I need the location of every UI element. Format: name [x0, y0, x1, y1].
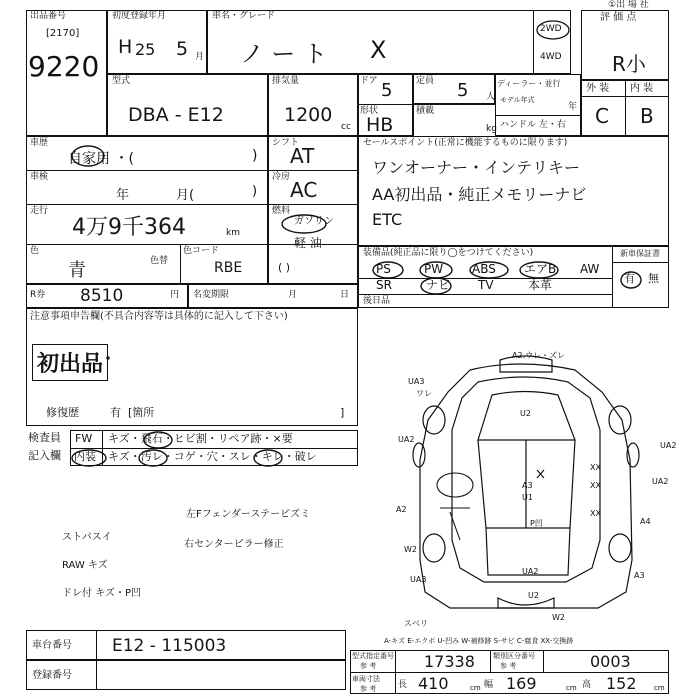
- guarantee-line: [612, 262, 669, 263]
- shape-label: 形状: [360, 106, 379, 116]
- diagram-mark: ワレ: [416, 389, 432, 398]
- int-value: B: [640, 104, 654, 128]
- color-code-label: 色コード: [183, 246, 220, 256]
- diagram-mark: UA2: [522, 567, 539, 576]
- diagram-mark: W2: [404, 545, 417, 554]
- diagram-mark: A3: [522, 481, 533, 490]
- equip-line-2: [358, 294, 612, 295]
- fuel-light: 軽 油: [294, 236, 322, 250]
- equip-sr: SR: [376, 278, 392, 292]
- shift-value: AT: [290, 144, 315, 168]
- reg-no-label: 登録番号: [32, 670, 72, 681]
- front-bumper: [500, 356, 552, 372]
- shift-label: シフト: [272, 138, 300, 148]
- color-label: 色: [30, 246, 40, 256]
- ext-label: 外 装: [586, 83, 610, 94]
- class-label: 類別区分番号: [493, 652, 535, 660]
- disp-unit: cc: [341, 122, 351, 132]
- color-code-value: RBE: [214, 260, 243, 276]
- model-value: DBA - E12: [128, 104, 224, 126]
- mirror-l: [413, 443, 425, 467]
- disp-label: 排気量: [272, 76, 300, 86]
- footer-right-v2: [490, 650, 491, 672]
- equip-airbag: エアB: [524, 262, 557, 276]
- load-label: 積載: [416, 106, 435, 116]
- handle-label: ハンドル 左・右: [500, 120, 566, 130]
- eval-value: R小: [612, 52, 646, 76]
- inspector-fw: FW: [75, 432, 93, 445]
- ext-value: C: [595, 104, 609, 128]
- guarantee-no: 無: [648, 272, 659, 285]
- height-value: 152: [606, 674, 637, 693]
- len-cm: cm: [470, 684, 481, 692]
- row-line-1: [26, 170, 358, 171]
- equip-navi: ナビ: [426, 278, 451, 292]
- top-right-note: ①出 場 社: [608, 0, 649, 10]
- diagram-mark: U2: [520, 409, 531, 418]
- mark-circle: [437, 473, 473, 497]
- chassis-value: E12 - 115003: [112, 636, 227, 656]
- disp-value: 1200: [284, 104, 333, 126]
- model-label: 型式: [112, 76, 131, 86]
- recycle-unit: 円: [170, 290, 180, 300]
- remark-5: ドレ付 キズ・P凹: [62, 588, 142, 599]
- extint-hline: [581, 96, 669, 97]
- footer-right-v1: [395, 650, 396, 694]
- reg-label: 初度登録年月: [112, 11, 167, 21]
- diagram-mark: A4: [640, 517, 651, 526]
- spec-label: 型式指定番号: [352, 652, 394, 660]
- reg-no-box: [26, 660, 346, 690]
- wheel-rl: [423, 534, 445, 562]
- recycle-label: R券: [30, 290, 46, 300]
- lot-label: 出品番号: [30, 11, 67, 21]
- diagram-labels: [396, 351, 676, 628]
- model-year-unit: 年: [568, 102, 578, 112]
- remark-1: 左Fフェンダーステーピズミ: [186, 509, 311, 520]
- diagram-mark: UA2: [652, 477, 669, 486]
- history-label: 車歴: [30, 138, 49, 148]
- inspector-row-2: キズ・汚レ・コゲ・穴・スレ・キレ・破レ: [108, 450, 317, 463]
- class-value: 0003: [590, 652, 631, 671]
- diagram-mark: A3: [634, 571, 645, 580]
- door-value: 5: [381, 80, 393, 101]
- repair-label: 修復歴: [46, 406, 79, 419]
- diagram-mark: XX: [590, 463, 601, 472]
- drive-4wd: 4WD: [540, 52, 562, 62]
- width-label: 幅: [484, 680, 494, 690]
- chassis-divider: [96, 630, 97, 660]
- history-value: 自家用 ・(: [68, 151, 134, 167]
- inspector-vline: [102, 430, 103, 466]
- wheel-fr: [609, 406, 631, 434]
- eval-label: 評 価 点: [600, 12, 637, 23]
- equip-label: 装備品(純正品に限り◯をつけてください): [363, 248, 534, 258]
- repair-has: 有: [110, 406, 121, 419]
- diagram-mark: XX: [590, 481, 601, 490]
- fuel-label: 燃料: [272, 206, 291, 216]
- inspector-label-2: 記入欄: [28, 449, 61, 462]
- door-label: ドア: [360, 76, 378, 86]
- equip-pw: PW: [424, 262, 444, 276]
- inspector-hline: [70, 448, 358, 449]
- notes-stamp: 初出品: [32, 344, 108, 381]
- diagram-mark: U2: [528, 591, 539, 600]
- len-value: 410: [418, 674, 449, 693]
- new-guarantee-label: 新車保証書: [620, 249, 660, 258]
- model-year-label: モデル年式: [500, 96, 535, 104]
- rear-items-label: 後日品: [363, 296, 391, 306]
- equip-divider: [612, 246, 613, 308]
- mileage-label: 走行: [30, 206, 49, 216]
- sales-line-3: ETC: [372, 210, 403, 229]
- rear-window: [486, 528, 570, 575]
- diagram-mark: スベリ: [404, 619, 428, 628]
- inspector-label-1: 検査員: [28, 431, 61, 444]
- lot-sub: [2170]: [46, 28, 80, 39]
- history-close: ): [252, 148, 258, 164]
- equip-ps: PS: [376, 262, 391, 276]
- load-divider: [413, 104, 414, 136]
- legend: A-キズ E-エクボ U-凹み W-補修跡 S-サビ C-腐食 XX-交換跡: [384, 637, 574, 645]
- repair-place: [箇所: [128, 406, 155, 419]
- sales-label: セールスポイント(正常に機能するものに限ります): [363, 138, 568, 148]
- color-divider: [180, 244, 181, 284]
- reg-year: 25: [135, 40, 156, 59]
- diagram-mark: A2: [396, 505, 407, 514]
- shape-divider: [358, 104, 495, 105]
- right-pillar: [570, 440, 575, 528]
- fuel-gas: ガソリン: [294, 216, 334, 227]
- remark-2: 右センターピラー修正: [184, 539, 284, 550]
- recycle-value: 8510: [80, 286, 124, 306]
- extint-divider: [625, 80, 626, 136]
- reg-limit-label: 名変期限: [193, 290, 230, 300]
- inspect-close: ): [252, 184, 258, 199]
- car-label: 車名・グレード: [212, 11, 276, 21]
- car-name: ノート: [240, 40, 336, 68]
- mirror-r: [627, 443, 639, 467]
- handle-divider: [495, 115, 581, 116]
- inspect-month: 月(: [176, 188, 195, 203]
- chassis-label: 車台番号: [32, 640, 72, 651]
- guarantee-yes: 有: [624, 272, 635, 285]
- car-inner-outline: [452, 377, 600, 582]
- width-value: 169: [506, 674, 537, 693]
- windshield: [478, 392, 575, 441]
- diagram-mark: UA3: [408, 377, 425, 386]
- inspector-row-1: キズ・飛石・ヒビ割・リペア跡・×要: [108, 432, 293, 445]
- inspect-label: 車検: [30, 172, 49, 182]
- row-line-3: [26, 244, 268, 245]
- reg-month: 5: [176, 38, 189, 60]
- reg-limit-day: 日: [340, 290, 350, 300]
- reg-era: H: [118, 36, 133, 58]
- shape-value: HB: [366, 114, 394, 136]
- height-label: 高: [582, 680, 592, 690]
- car-grade: X: [370, 36, 387, 64]
- reg-month-unit: 月: [195, 52, 205, 62]
- mileage-unit: km: [226, 228, 240, 238]
- cap-value: 5: [457, 80, 469, 101]
- equip-tv: TV: [478, 278, 494, 292]
- mileage-value: 4万9千364: [72, 215, 186, 240]
- inspect-year: 年: [116, 188, 130, 203]
- inspector-int: 内装: [74, 450, 96, 463]
- diagram-mark: P凹: [530, 519, 543, 528]
- remark-3: ストパスイ: [62, 532, 112, 543]
- cap-label: 定員: [416, 76, 435, 86]
- wheel-rr: [609, 534, 631, 562]
- diagram-mark: A2.ウレ・ズレ: [512, 351, 566, 360]
- drive-divider: [533, 10, 534, 74]
- repair-close: ]: [340, 406, 345, 419]
- height-cm: cm: [654, 684, 665, 692]
- rear-bumper: [498, 598, 554, 608]
- row-line-2: [26, 204, 358, 205]
- footer-right-hline: [350, 672, 669, 673]
- diagram-mark: UA2: [660, 441, 677, 450]
- reg-no-divider: [96, 660, 97, 690]
- reg-limit-month: 月: [288, 290, 298, 300]
- spec-sub: 参 考: [360, 662, 377, 670]
- diagram-mark: UA3: [410, 575, 427, 584]
- width-cm: cm: [566, 684, 577, 692]
- footer-right-v3: [543, 650, 544, 672]
- equip-abs: ABS: [472, 262, 496, 276]
- equip-aw: AW: [580, 262, 600, 276]
- size-label: 車両寸法: [352, 675, 380, 683]
- diagram-mark: XX: [590, 509, 601, 518]
- spec-value: 17338: [424, 652, 475, 671]
- cap-unit: 人: [486, 92, 496, 102]
- diagram-mark: UA2: [398, 435, 415, 444]
- wheel-fl: [423, 406, 445, 434]
- class-sub: 参 考: [500, 662, 517, 670]
- notes-label: 注意事項申告欄(不具合内容等は具体的に記入して下さい): [30, 311, 288, 322]
- sales-line-2: AA初出品・純正メモリーナビ: [372, 185, 587, 204]
- equip-leather: 本革: [528, 278, 553, 292]
- diagram-mark: U1: [522, 493, 533, 502]
- sales-line-1: ワンオーナー・インテリキー: [372, 158, 581, 177]
- car-body-outline: [420, 364, 632, 608]
- color-change-label: 色替: [150, 256, 169, 266]
- len-label: 長: [398, 680, 408, 690]
- size-sub: 参 考: [360, 685, 377, 693]
- ac-label: 冷房: [272, 172, 291, 182]
- dealer-label: ディーラー・並行: [497, 79, 561, 88]
- color-value: 青: [68, 260, 86, 281]
- remark-4: RAW キズ: [62, 560, 108, 571]
- int-label: 内 装: [630, 83, 654, 94]
- diagram-mark: W2: [552, 613, 565, 622]
- drive-2wd: 2WD: [540, 24, 562, 34]
- left-pillar: [478, 440, 486, 528]
- fuel-paren: ( ): [278, 261, 291, 274]
- ac-value: AC: [290, 178, 318, 202]
- lot-number: 9220: [28, 50, 100, 83]
- load-unit: kg: [486, 124, 497, 134]
